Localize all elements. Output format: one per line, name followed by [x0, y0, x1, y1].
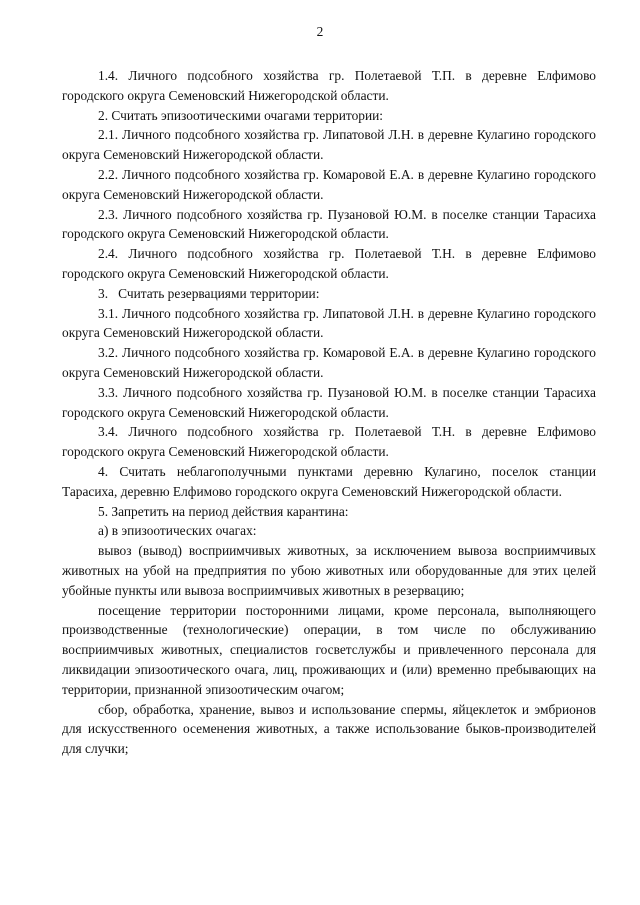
document-body [62, 66, 596, 759]
paragraph-5-a-visits: посещение территории посторонними лицами, кроме персонала, выполняющего производственные (технологические) операции, в том числе по обслуживанию восприимчивых животных, специалистов госветслужбы и привлеченного персонала для ликвидации эпизоотического очага, лиц, проживающих и (или) временно пребывающих на территории, признанной эпизоотическим очагом; [62, 602, 596, 697]
page-number: 2 [316, 24, 324, 39]
paragraph-5-a-breeding: сбор, обработка, хранение, вывоз и использование спермы, яйцеклеток и эмбрионов для искусственного осеменения животных, а также использование быков-производителей для случки; [62, 701, 596, 757]
paragraph-5-a: а) в эпизоотических очагах: [98, 523, 257, 539]
paragraph-3-2: 3.2. Личного подсобного хозяйства гр. Комаровой Е.А. в деревне Кулагино городского округа Семеновский Нижегородской области. [62, 345, 596, 380]
paragraph-2-1: 2.1. Личного подсобного хозяйства гр. Липатовой Л.Н. в деревне Кулагино городского округа Семеновский Нижегородской области. [62, 127, 596, 163]
paragraph-2: 2. Считать эпизоотическими очагами территории: [98, 107, 384, 123]
paragraph-4: 4. Считать неблагополучными пунктами деревню Кулагино, поселок станции Тарасиха, деревню Елфимово городского округа Семеновский Нижегородской области. [62, 463, 596, 499]
paragraph-2-4: 2.4. Личного подсобного хозяйства гр. Полетаевой Т.Н. в деревне Елфимово городского округа Семеновский Нижегородской области. [62, 246, 596, 281]
paragraph-5: 5. Запретить на период действия карантина: [98, 503, 349, 519]
paragraph-3: 3. Считать резервациями территории: [98, 285, 320, 301]
paragraph-3-3: 3.3. Личного подсобного хозяйства гр. Пузановой Ю.М. в поселке станции Тарасиха городского округа Семеновский Нижегородской области. [62, 384, 596, 420]
paragraph-2-2: 2.2. Личного подсобного хозяйства гр. Комаровой Е.А. в деревне Кулагино городского округа Семеновский Нижегородской области. [62, 166, 596, 202]
paragraph-5-a-export: вывоз (вывод) восприимчивых животных, за исключением вывоза восприимчивых животных на убой на предприятия по убою животных или оборудованные для этих целей убойные пункты или вывоза восприимчивых животных в резервацию; [62, 543, 596, 598]
paragraph-2-3: 2.3. Личного подсобного хозяйства гр. Пузановой Ю.М. в поселке станции Тарасиха городского округа Семеновский Нижегородской области. [62, 206, 596, 242]
paragraph-3-4: 3.4. Личного подсобного хозяйства гр. Полетаевой Т.Н. в деревне Елфимово городского округа Семеновский Нижегородской области. [62, 424, 596, 460]
paragraph-1-4: 1.4. Личного подсобного хозяйства гр. Полетаевой Т.П. в деревне Елфимово городского округа Семеновский Нижегородской области. [62, 68, 596, 103]
paragraph-3-1: 3.1. Личного подсобного хозяйства гр. Липатовой Л.Н. в деревне Кулагино городского округа Семеновский Нижегородской области. [62, 305, 596, 341]
